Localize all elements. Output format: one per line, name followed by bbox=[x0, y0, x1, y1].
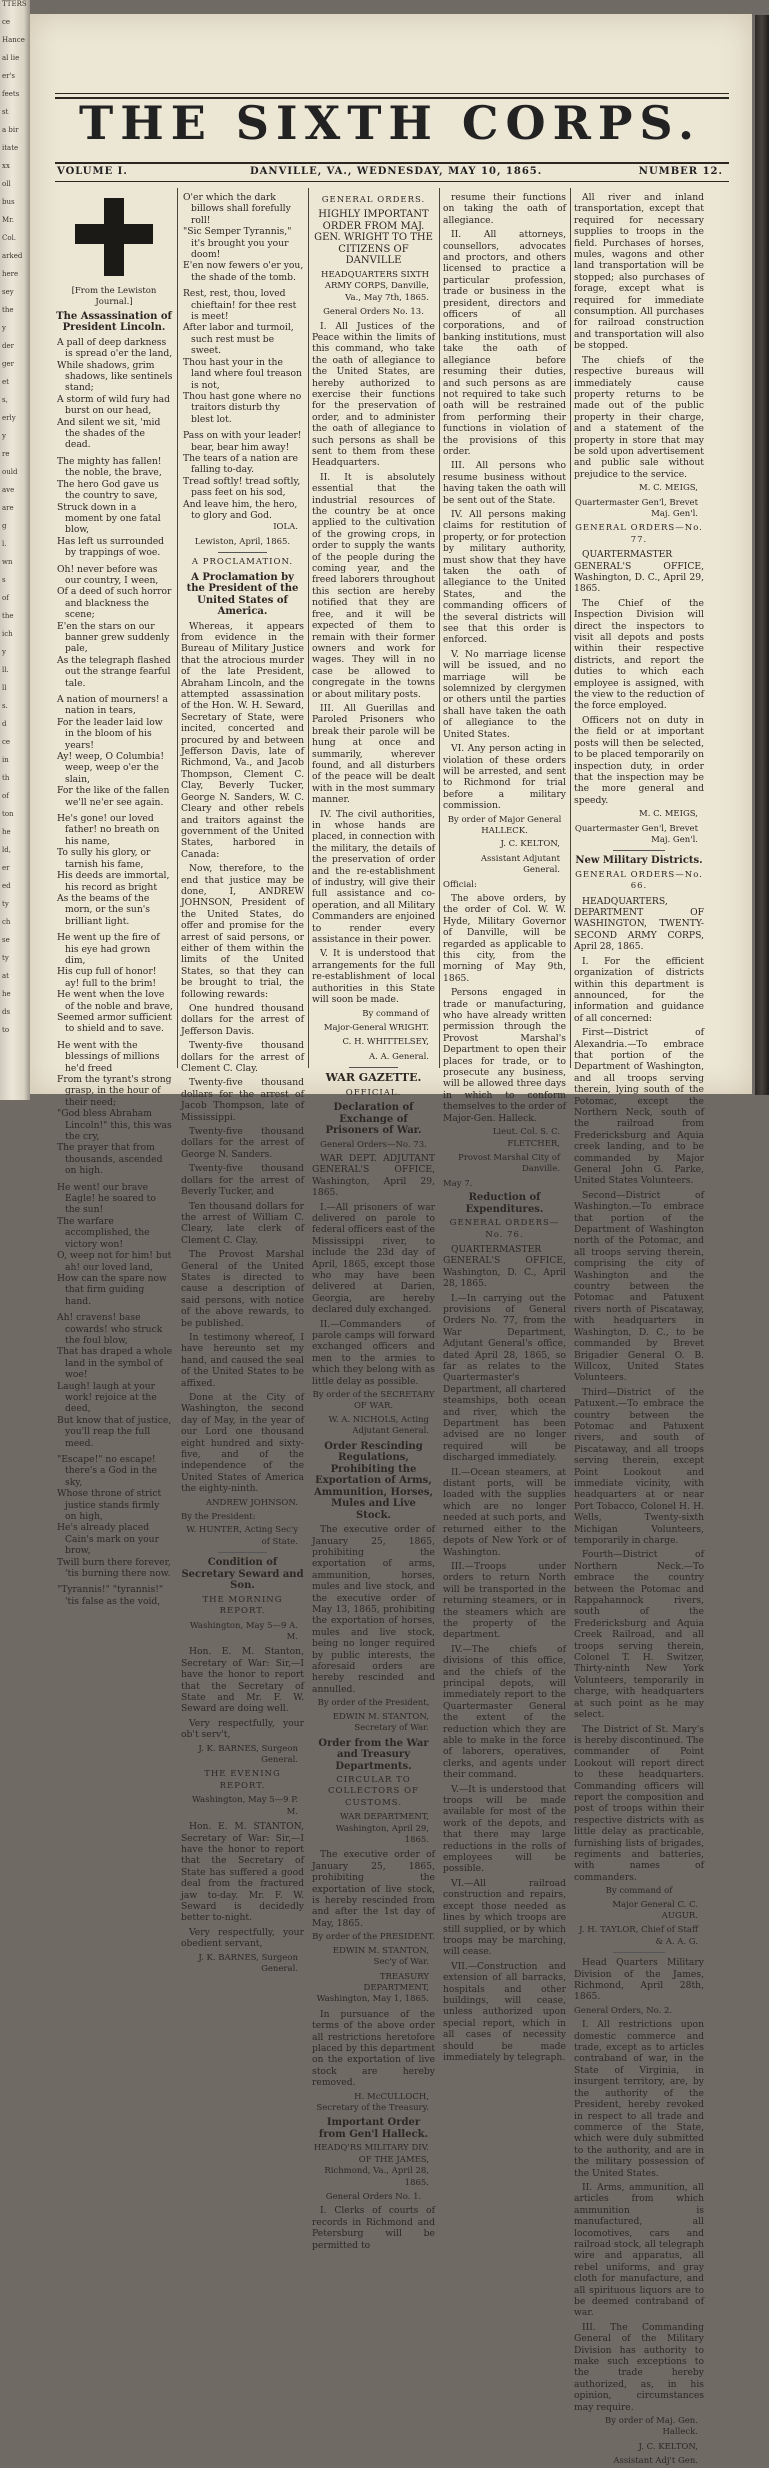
binding-fragment: are bbox=[2, 504, 14, 512]
treasury-by: By order of the PRESIDENT. bbox=[312, 1932, 435, 1943]
reduction-paragraph: IV.—The chiefs of divisions of this office, and the chiefs of the principal depots, will immediately report to the Quartermaster General the extent of the reduction which they are able to make in the force of laborers, operatives, clerks, and agents under their command. bbox=[443, 1643, 566, 1781]
poem-line: For the like of the fallen we'll ne'er see again. bbox=[57, 785, 170, 808]
column-5 bbox=[574, 192, 704, 2467]
proclamation-paragraph: In testimony whereof, I have hereunto set my hand, and caused the seal of the United States to be affixed. bbox=[181, 1331, 304, 1389]
general-orders-caption: GENERAL ORDERS. bbox=[321, 195, 426, 205]
poem-line: To sully his glory, or tarnish his fame, bbox=[57, 847, 151, 870]
poem-line: While shadows, grim shadows, like sentinels stand; bbox=[57, 359, 173, 394]
binding-fragment: y bbox=[2, 324, 6, 332]
binding-fragment: s, bbox=[2, 396, 8, 404]
column-divider bbox=[570, 188, 571, 1068]
poem-line: From the tyrant's strong grasp, in the hour of their need; bbox=[57, 1074, 172, 1108]
poem-line: O'er which the dark billows shall forefully roll! bbox=[183, 192, 291, 226]
binding-fragment: th bbox=[2, 774, 10, 782]
left-binding-edge bbox=[0, 0, 30, 1100]
binding-fragment: ds bbox=[2, 1008, 11, 1016]
proclamation-paragraph: Twenty-five thousand dollars for the arrest of George N. Sanders. bbox=[181, 1126, 304, 1160]
poem-line: As the telegraph flashed out the strange fearful tale. bbox=[57, 654, 171, 689]
augur-name: Major General C. C. AUGUR. bbox=[612, 1899, 698, 1921]
proclamation-paragraph: Whereas, it appears from evidence in the Bureau of Military Justice that the atrocious murder of the late President, Abraham Lincoln, and the attempted assassination of the Hon. W. H. Seward, Secretary of State, were incited, concerted and procured by and between Jefferson Davis, late of Richmond, Va., and Jacob Thompson, Clement C. Clay, Beverly Tucker, George N. Sanders, W. C. Cleary and other rebels and traitors against the government of the United States, harbored in Canada: bbox=[181, 620, 304, 860]
poem-line: Struck down in a moment by one fatal blow, bbox=[57, 501, 161, 536]
poem-line: Laugh! laugh at your work! rejoice at the deed, bbox=[57, 1380, 157, 1415]
proclamation-paragraph: The Provost Marshal General of the United States is directed to cause a description of said persons, with notice of the above rewards, to be published. bbox=[181, 1249, 304, 1329]
wright-signature: C. H. WHITTELSEY, bbox=[342, 1037, 429, 1048]
masthead-bottom-rule bbox=[55, 162, 729, 164]
kelton-title-2: Assistant Adj't Gen. bbox=[613, 2456, 698, 2467]
poem-line: Thou hast gone where no traitors disturb thy blest lot. bbox=[183, 390, 302, 425]
binding-fragment: al lie bbox=[2, 54, 20, 62]
qm-office: QUARTERMASTER GENERAL'S OFFICE, Washington, D. C., April 29, 1865. bbox=[574, 549, 704, 595]
proclamation-signature: ANDREW JOHNSON. bbox=[205, 1497, 298, 1508]
treasury-signature-2: H. McCULLOCH, Secretary of the Treasury. bbox=[316, 2091, 429, 2113]
binding-fragment: ll bbox=[2, 684, 7, 692]
poem-line: A nation of mourners! a nation in tears, bbox=[57, 694, 168, 717]
poem-line: Whose throne of strict justice stands firmly on high, bbox=[57, 1488, 162, 1523]
binding-fragment: here bbox=[2, 270, 19, 278]
binding-fragment: s bbox=[2, 576, 6, 584]
order-paragraph: III. The Commanding General of the Military Division has authority to make such exceptions to the trade hereby authorized, as, in his opinion, circumstances may require. bbox=[574, 2321, 704, 2413]
volume-label: VOLUME I. bbox=[57, 166, 128, 177]
proclamation-paragraph: Twenty-five thousand dollars for the arrest of Beverly Tucker, and bbox=[181, 1163, 304, 1198]
exchange-body bbox=[312, 1202, 435, 1388]
binding-fragment: the bbox=[2, 612, 14, 620]
masthead-top-rule bbox=[55, 93, 729, 94]
poem-line: Has left us surrounded by trappings of woe. bbox=[57, 535, 165, 559]
order-paragraph: IV. The civil authorities, in whose hands are placed, in connection with the military, the details of the preservation of order and the re-establishment of industry, will give their full assistance and co-operation, and all Military Commanders are enjoined to render every assistance in their power. bbox=[312, 808, 435, 946]
binding-fragment: re bbox=[2, 450, 10, 458]
reduction-paragraph: I.—In carrying out the provisions of General Orders No. 77, from the War Department, Adjutant General's office, dated April 28, 1865, so far as relates to the Quartermaster's Department, all chartered steamships, both ocean and river, which the Department has been advised are no longer required will be discharged immediately. bbox=[443, 1292, 566, 1464]
morning-report-signature: J. K. BARNES, Surgeon General. bbox=[198, 1743, 298, 1766]
poem-line: As the beams of the morn, or the sun's brilliant light. bbox=[57, 892, 150, 927]
order-paragraph: V. No marriage license will be issued, and no marriage will be solemnized by clergymen or others until the parties shall have taken the oath of allegiance to the United States. bbox=[443, 648, 566, 740]
exchange-heading: Declaration of Exchange of Prisoners of War. bbox=[325, 1102, 422, 1137]
poem-line: For the leader laid low in the bloom of his years! bbox=[57, 716, 163, 751]
rescind-signature: EDWIN M. STANTON, Secretary of War. bbox=[332, 1711, 429, 1734]
right-binding-edge bbox=[755, 15, 769, 1095]
poem-continued bbox=[181, 192, 304, 521]
reduction-paragraph: II.—Ocean steamers, at distant ports, will be loaded with the supplies which are no longer needed at such ports, and returned either to the depots of New York or of Washington. bbox=[443, 1466, 566, 1558]
exchange-paragraph: I.—All prisoners of war delivered on parole to federal officers east of the Mississippi river, to include the 23d day of April, 1865, except those who may have been delivered at Darien, Georgia, are hereby declared duly exchanged. bbox=[312, 1201, 435, 1316]
proclamation-paragraph: Twenty-five thousand dollars for the arrest of Jacob Thompson, late of Mississippi. bbox=[181, 1077, 304, 1123]
seward-heading: Condition of Secretary Seward and Son. bbox=[181, 1557, 304, 1592]
binding-fragment: Col. bbox=[2, 234, 17, 242]
district-paragraph: The District of St. Mary's is hereby discontinued. The commander of Point Lookout will report direct to these headquarters. Commanding officers will report the composition and post of troops within their respective districts with as little delay as practicable, furnishing lists of brigades, regiments and batteries, with names of commanders. bbox=[574, 1723, 704, 1883]
poem-line: A storm of wild fury had burst on our head, bbox=[57, 393, 171, 417]
morning-report-date: Washington, May 5—9 A. M. bbox=[189, 1620, 298, 1642]
column-divider bbox=[439, 188, 440, 1068]
binding-fragment: sey bbox=[2, 288, 14, 296]
reduction-continued bbox=[574, 192, 704, 480]
binding-fragment: ty bbox=[2, 900, 9, 908]
binding-fragment: ed bbox=[2, 882, 11, 890]
order-paragraph: The chiefs of the respective bureaus will immediately cause property returns to be made out of the public property in their charge, and a statement of the property in store that may be sold upon advertisement and public sale without prejudice to the service. bbox=[574, 354, 704, 480]
treasury-dept: TREASURY DEPARTMENT, Washington, May 1, 1865. bbox=[316, 1971, 429, 2005]
binding-fragment: the bbox=[2, 306, 14, 314]
binding-fragment: l. bbox=[2, 540, 7, 548]
halleck-order-continued bbox=[443, 192, 566, 812]
poem-line: Twill burn there forever, 'tis burning there now. bbox=[57, 1556, 171, 1580]
binding-fragment: oll bbox=[2, 180, 11, 188]
poem-line: And leave him, the hero, to glory and God. bbox=[183, 498, 298, 521]
poem-line: Of a deed of such horror and blackness the scene; bbox=[57, 586, 172, 621]
binding-fragment: of bbox=[2, 792, 9, 800]
binding-fragment: y bbox=[2, 432, 6, 440]
kelton-title: Assistant Adjutant General. bbox=[480, 853, 560, 876]
fletcher-title: Provost Marshal City of Danville. bbox=[458, 1152, 560, 1175]
binding-fragment: xx bbox=[2, 162, 10, 170]
wright-order-hq: HEADQUARTERS SIXTH ARMY CORPS, Danville, Va., May 7th, 1865. bbox=[321, 269, 429, 303]
section-rule bbox=[218, 1552, 267, 1553]
james-order: General Orders, No. 2. bbox=[574, 2005, 673, 2016]
binding-fragment: he bbox=[2, 828, 11, 836]
poem-line: Oh! never before was our country, I ween, bbox=[57, 563, 159, 586]
binding-fragment: d bbox=[2, 720, 7, 728]
qm-orders-caption: GENERAL ORDERS—No. 77. bbox=[575, 523, 703, 545]
poem-line: The hero God gave us the country to save, bbox=[57, 478, 159, 502]
binding-fragment: ave bbox=[2, 486, 15, 494]
halleck-order: General Orders No. 1. bbox=[325, 2192, 422, 2202]
districts-caption: GENERAL ORDERS—No. 66. bbox=[575, 869, 703, 892]
districts-body bbox=[574, 956, 704, 1884]
binding-fragment: ce bbox=[2, 738, 11, 746]
binding-fragment: bus bbox=[2, 198, 15, 206]
evening-report-text: Hon. E. M. STANTON, Secretary of War: Sir,—I have the honor to report that the Secretary of State has suffered a good deal from the fractured jaw to-day. Mr. F. W. Seward is decidedly better to-night. bbox=[181, 1821, 304, 1924]
section-rule bbox=[613, 1952, 665, 1953]
binding-fragment: s. bbox=[2, 702, 8, 710]
wright-order-heading: HIGHLY IMPORTANT ORDER FROM MAJ. GEN. WRIGHT TO THE CITIZENS OF DANVILLE bbox=[314, 209, 433, 267]
district-paragraph: I. For the efficient organization of districts within this department is announced, for the information and guidance of all concerned: bbox=[574, 955, 704, 1024]
binding-fragment: of bbox=[2, 594, 9, 602]
order-paragraph: II. All attorneys, counsellors, advocates and proctors, and others licensed to practice a particular profession, trade or business in the president, directors and officers of all corporations, and of banking institutions, must take the oath of allegiance before resuming their duties, and such persons as are not required to take such oath will be restrained from performing their functions in violation of the provisions of this order. bbox=[443, 229, 566, 457]
danville-traders: Persons engaged in trade or manufacturing, who have already written permission through the Provost Marshal's Department to open their places for trade, or to prosecute any business, will be allowed three days in which to conform themselves to the order of Major-Gen. Halleck. bbox=[443, 987, 566, 1124]
poem-line: He went! our brave Eagle! he soared to the sun! bbox=[57, 1181, 156, 1216]
column-3 bbox=[312, 192, 435, 2251]
reduction-date: QUARTERMASTER GENERAL'S OFFICE, Washington, D. C., April 28, 1865. bbox=[443, 1243, 566, 1290]
qm-text-2: Officers not on duty in the field or at important posts will then be selected, to be placed temporarily on inspection duty, in order that the inspection may be the more general and speedy. bbox=[574, 714, 704, 806]
proclamation-by: By the President: bbox=[181, 1512, 256, 1523]
binding-fragment: itate bbox=[2, 144, 19, 152]
binding-fragment: ce bbox=[2, 18, 11, 26]
treasury-heading: Order from the War and Treasury Departments. bbox=[318, 1737, 429, 1772]
binding-fragment: ch bbox=[2, 918, 11, 926]
proclamation-paragraph: Done at the City of Washington, the second day of May, in the year of our Lord one thousand eight hundred and sixty-five, and of the independence of the United States of America the eighty-ninth. bbox=[181, 1392, 304, 1495]
rescind-by: By order of the President, bbox=[317, 1698, 430, 1709]
exchange-signature: W. A. NICHOLS, Acting Adjutant General. bbox=[328, 1414, 429, 1437]
column-divider bbox=[308, 188, 309, 1068]
poem-line: "Escape!" no escape! there's a God in the sky, bbox=[57, 1454, 157, 1488]
binding-fragment: ll. bbox=[2, 666, 9, 674]
poem-source: [From the Lewiston Journal.] bbox=[71, 286, 157, 308]
district-paragraph: Third—District of the Patuxent.—To embrace the country between the Potomac and Patuxent rivers, and south of Piscataway, and all troops serving therein, except Point Lookout and immediate vicinity, with headquarters at or near Port Tobacco, Colonel H. H. Wells, Twenty-sixth Michigan Volunteers, temporarily in charge. bbox=[574, 1386, 704, 1546]
binding-fragment: erly bbox=[2, 414, 16, 422]
poem-line: His deeds are immortal, his record as bright bbox=[57, 870, 170, 893]
official-label: Official: bbox=[443, 879, 477, 890]
column-4 bbox=[443, 192, 566, 2063]
may-date: May 7. bbox=[443, 1178, 473, 1189]
districts-hq: HEADQUARTERS, DEPARTMENT OF WASHINGTON, TWENTY-SECOND ARMY CORPS, April 28, 1865. bbox=[574, 895, 704, 953]
binding-fragment: he bbox=[2, 990, 11, 998]
poem-line: Pass on with your leader! bear, bear him away! bbox=[183, 430, 302, 453]
binding-fragment: at bbox=[2, 972, 9, 980]
exchange-order: General Orders—No. 73. bbox=[320, 1139, 427, 1150]
meigs-signature: M. C. MEIGS, bbox=[639, 483, 698, 494]
binding-fragment: ich bbox=[2, 630, 13, 638]
poem-line: A pall of deep darkness is spread o'er the land, bbox=[57, 336, 173, 360]
exchange-by: By order of the SECRETARY OF WAR. bbox=[312, 1390, 435, 1412]
binding-text-fragments bbox=[0, 0, 30, 1034]
binding-fragment: TTERS bbox=[2, 0, 27, 8]
poem-line: "God bless Abraham Lincoln!" this, this was the cry, bbox=[57, 1108, 172, 1143]
district-paragraph: First—District of Alexandria.—To embrace that portion of the Department of Washington, and all troops serving therein, lying south of the Potomac, except the Northern Neck, south of the railroad from Fredericksburg and Aquia creek landing, and to be commanded by Major General John G. Parke, United States Volunteers. bbox=[574, 1027, 704, 1187]
poem-line: Seemed armor sufficient to shield and to save. bbox=[57, 1011, 172, 1035]
district-paragraph: Second—District of Washington.—To embrace that portion of the Department of Washington north of the Potomac, and all troops serving therein, comprising the city of Washington and the country between the Potomac and Patuxent rivers north of Piscataway, with headquarters in Washington, D. C., to be commanded by Brevet Brigadier General O. B. Willcox, United States Volunteers. bbox=[574, 1189, 704, 1384]
proclamation-heading: A Proclamation by the President of the United States of America. bbox=[186, 571, 299, 618]
halleck-hq: HEADQ'RS MILITARY DIV. OF THE JAMES, Richmond, Va., April 28, 1865. bbox=[313, 2143, 429, 2188]
poem-place: Lewiston, April, 1865. bbox=[194, 536, 291, 547]
rescind-text: The executive order of January 25, 1865, prohibiting the exportation of arms, ammunition, horses, mules and live stock, and the executive order of May 13, 1865, prohibiting the exportation of horses, mules and live stock, being no longer required by public interests, the aforesaid orders are hereby rescinded and annulled. bbox=[312, 1524, 435, 1695]
section-rule bbox=[218, 552, 267, 553]
column-2 bbox=[181, 192, 304, 1974]
poem-line: "Tyrannis!" "tyrannis!" 'tis false as the void, bbox=[57, 1584, 164, 1607]
poem-line: After labor and turmoil, such rest must be sweet. bbox=[183, 322, 294, 357]
binding-fragment: y bbox=[2, 648, 6, 656]
poem-line: O, weep not for him! but ah! our loved land, bbox=[57, 1250, 172, 1273]
poem-heading: The Assassination of President Lincoln. bbox=[56, 310, 172, 334]
order-paragraph: III. All persons who resume business without having taken the oath will be sent out of the State. bbox=[443, 460, 566, 506]
poem-line: He's gone! our loved father! no breath on his name, bbox=[57, 813, 160, 847]
treasury-text: The executive order of January 25, 1865, prohibiting the exportation of live stock, is hereby rescinded from and after the 1st day of May, 1865. bbox=[312, 1849, 435, 1929]
proclamation-caption: A PROCLAMATION. bbox=[191, 557, 294, 568]
morning-report-caption: THE MORNING REPORT. bbox=[202, 1594, 283, 1617]
order-paragraph: III. All Guerillas and Paroled Prisoners who break their parole will be hung at once and summarily, wherever found, and all disturbers of the peace will be dealt with in the most summary manner. bbox=[312, 702, 435, 806]
section-rule bbox=[613, 850, 665, 851]
proclamation-paragraph: Twenty-five thousand dollars for the arrest of Clement C. Clay. bbox=[181, 1040, 304, 1075]
poem-line: And silent we sit, 'mid the shades of the dead. bbox=[57, 416, 161, 451]
meigs-signature-2: M. C. MEIGS, bbox=[639, 809, 698, 820]
poem-line: Ah! cravens! base cowards! who struck the foul blow, bbox=[57, 1312, 163, 1346]
poem-line: He's already placed Cain's mark on your brow, bbox=[57, 1522, 159, 1557]
binding-fragment: ton bbox=[2, 810, 14, 818]
binding-fragment: in bbox=[2, 756, 9, 764]
wright-order-body bbox=[312, 321, 435, 1006]
rescind-heading: Order Rescinding Regulations, Prohibiting the Exportation of Arms, Ammunition, Horses, Mules and Live Stock. bbox=[313, 1440, 434, 1521]
proclamation-secretary: W. HUNTER, Acting Sec'y of State. bbox=[186, 1525, 298, 1547]
meigs-title: Quartermaster Gen'l, Brevet Maj. Gen'l. bbox=[574, 497, 698, 519]
poem-line: Rest, rest, thou, loved chieftain! for thee rest is meet! bbox=[183, 288, 297, 323]
order-paragraph: resume their functions on taking the oath of allegiance. bbox=[443, 192, 566, 226]
poem-signature: IOLA. bbox=[273, 522, 298, 533]
poem-line: Ay! weep, O Columbia! weep, weep o'er the slain, bbox=[57, 751, 165, 785]
official-caption: OFFICIAL. bbox=[345, 1087, 402, 1098]
dateline bbox=[55, 166, 725, 180]
qm-text-1: The Chief of the Inspection Division will direct the inspectors to visit all depots and posts within their respective districts, and report the duties to which each employee is assigned, with the view to the reduction of the force employed. bbox=[574, 597, 704, 712]
morning-report-text: Hon. E. M. Stanton, Secretary of War: Sir,—I have the honor to report that the Secretary of State and Mr. F. W. Seward are doing well. bbox=[181, 1646, 304, 1715]
binding-fragment: feets bbox=[2, 90, 20, 98]
war-gazette-heading: WAR GAZETTE. bbox=[325, 1071, 422, 1085]
newspaper-title: THE SIXTH CORPS. bbox=[79, 96, 701, 150]
poem-line: His cup full of honor! ay! full to the brim! bbox=[57, 966, 157, 989]
danville-application: The above orders, by the order of Col. W. W. Hyde, Military Governor of Danville, will be regarded as applicable to this city, from the morning of May 9th, 1865. bbox=[443, 892, 566, 984]
morning-report-close: Very respectfully, your ob't serv't, bbox=[181, 1717, 304, 1741]
proclamation-paragraph: Now, therefore, to the end that justice may be done, I, ANDREW JOHNSON, President of the United States, do offer and promise for the arrest of said persons, or either of them within the limits of the United States, so that they can be brought to trial, the following rewards: bbox=[181, 863, 304, 1000]
james-hq: Head Quarters Military Division of the James, Richmond, April 28th, 1865. bbox=[574, 1957, 704, 2003]
poem-line: The prayer that from thousands, ascended on high. bbox=[57, 1142, 163, 1177]
binding-fragment: er's bbox=[2, 72, 16, 80]
district-paragraph: Fourth—District of Northern Neck.—To embrace the country between the Potomac and Rappahannock rivers, south of the Fredericksburg and Aquia Creek Railroad, and all troops serving therein, Colonel T. H. Switzer, Thirty-ninth New York Volunteers, temporarily in charge, with headquarters at such point as he may select. bbox=[574, 1549, 704, 1721]
binding-fragment: st bbox=[2, 108, 9, 116]
poem-line: The mighty has fallen! the noble, the brave, bbox=[57, 455, 162, 479]
binding-fragment: ld, bbox=[2, 846, 11, 854]
binding-fragment: Mr. bbox=[2, 216, 14, 224]
binding-fragment: arked bbox=[2, 252, 23, 260]
poem-line: E'en now fewers o'er you, the shade of the tomb. bbox=[183, 260, 304, 283]
order-paragraph: I. All Justices of the Peace within the limits of this command, who take the oath of allegiance to the United States, are hereby authorized to exercise their functions for the preservation of order, and to administer the oath of allegiance to such persons as shall be sent to them from these Headquarters. bbox=[312, 320, 435, 469]
wright-order-number: General Orders No. 13. bbox=[323, 307, 424, 318]
reduction-heading: Reduction of Expenditures. bbox=[465, 1192, 544, 1215]
binding-fragment: a bir bbox=[2, 126, 19, 134]
order-paragraph: I. All restrictions upon domestic commerce and trade, except as to articles contraband of war, in the State of Virginia, in insurgent territory, are, by the authority of the President, hereby revoked in respect to all trade and commerce of the State, which were duly submitted to the authority, and are in the military possession of the United States. bbox=[574, 2019, 704, 2179]
poem-line: He went with the blessings of millions he'd freed bbox=[57, 1039, 160, 1074]
column-divider bbox=[177, 188, 178, 1068]
evening-report-close: Very respectfully, your obedient servant, bbox=[181, 1926, 304, 1950]
binding-fragment: er bbox=[2, 864, 10, 872]
dateline-rule bbox=[55, 181, 729, 182]
poem-line: "Sic Semper Tyrannis," it's brought you your doom! bbox=[183, 226, 292, 261]
taylor-signature: J. H. TAYLOR, Chief of Staff & A. A. G. bbox=[579, 1925, 698, 1947]
poem-body bbox=[55, 337, 173, 1607]
binding-fragment: et bbox=[2, 378, 9, 386]
binding-fragment: wn bbox=[2, 558, 13, 566]
districts-heading: New Military Districts. bbox=[575, 855, 703, 867]
binding-fragment: g bbox=[2, 522, 7, 530]
binding-fragment: Hance bbox=[2, 36, 25, 44]
reduction-caption: GENERAL ORDERS—No. 76. bbox=[449, 1218, 560, 1240]
treasury-caption: CIRCULAR TO COLLECTORS OF CUSTOMS. bbox=[328, 1775, 419, 1808]
james-by-order: By order of Maj. Gen. Halleck. bbox=[605, 2416, 698, 2438]
order-paragraph: VI. Any person acting in violation of these orders will be arrested, and sent to Richmond for trial before a military commission. bbox=[443, 743, 566, 812]
binding-fragment: ger bbox=[2, 360, 14, 368]
reduction-paragraph: VII.—Construction and extension of all barracks, hospitals and other buildings, will cease, unless authorized upon special report, which in all cases of necessity should be made immediately by telegraph. bbox=[443, 1960, 566, 2063]
section-rule bbox=[349, 1067, 398, 1068]
binding-fragment: ty bbox=[2, 954, 9, 962]
binding-fragment: se bbox=[2, 936, 10, 944]
reduction-paragraph: III.—Troops under orders to return North will be transported in the returning steamers, or in the steamers which are the property of the department. bbox=[443, 1560, 566, 1641]
halleck-text: I. Clerks of courts of records in Richmond and Petersburg will be permitted to bbox=[312, 2205, 435, 2251]
mourning-cross-icon bbox=[75, 198, 153, 276]
order-paragraph: All river and inland transportation, except that required for necessary supplies to troops in the field. Purchases of horses, mules, wagons and other land transportation will be stopped; also purchases of forage, except what is required for immediate consumption. All purchases for railroad construction and transportation will also be stopped. bbox=[574, 192, 704, 352]
poem-line: That has draped a whole land in the symbol of woe! bbox=[57, 1346, 173, 1381]
proclamation-paragraph: One hundred thousand dollars for the arrest of Jefferson Davis. bbox=[181, 1003, 304, 1037]
poem-line: Tread softly! tread softly, pass feet on his sod, bbox=[183, 475, 301, 499]
james-order-body bbox=[574, 2019, 704, 2413]
treasury-date: WAR DEPARTMENT, Washington, April 29, 1865. bbox=[335, 1812, 429, 1846]
reduction-paragraph: VI.—All railroad construction and repairs, except those needed as lines by which troops are still supplied, or by which troops may be marching, will cease. bbox=[443, 1877, 566, 1958]
binding-fragment: ould bbox=[2, 468, 18, 476]
kelton-signature: J. C. KELTON, bbox=[500, 839, 560, 850]
order-paragraph: V. It is understood that arrangements for the full re-establishment of local authorities in this State will soon be made. bbox=[312, 948, 435, 1006]
evening-report-signature: J. K. BARNES, Surgeon General. bbox=[198, 1952, 298, 1974]
binding-fragment: der bbox=[2, 342, 14, 350]
poem-line: The warfare accomplished, the victory won! bbox=[57, 1215, 150, 1250]
proclamation-paragraph: Ten thousand dollars for the arrest of William C. Cleary, late clerk of Clement C. Clay. bbox=[181, 1200, 304, 1246]
poem-line: But know that of justice, you'll reap the full meed. bbox=[57, 1414, 172, 1449]
evening-report-date: Washington, May 5—9 P. M. bbox=[192, 1795, 298, 1817]
poem-line: He went up the fire of his eye had grown dim, bbox=[57, 932, 160, 966]
reduction-body bbox=[443, 1293, 566, 2064]
treasury-text-2: In pursuance of the terms of the above order all restrictions heretofore placed by this department on the exportation of live stock are hereby removed. bbox=[312, 2008, 435, 2089]
halleck-heading: Important Order from Gen'l Halleck. bbox=[318, 2117, 429, 2140]
column-1 bbox=[55, 192, 173, 1607]
wright-signature-title: A. A. General. bbox=[369, 1051, 429, 1062]
exchange-paragraph: II.—Commanders of parole camps will forward exchanged officers and men to the armies to which they belong with as little delay as possible. bbox=[312, 1318, 435, 1387]
place-date: DANVILLE, VA., WEDNESDAY, MAY 10, 1865. bbox=[250, 166, 543, 177]
districts-by: By command of bbox=[605, 1886, 673, 1897]
poem-line: How can the spare now that firm guiding hand. bbox=[57, 1272, 167, 1307]
treasury-signature: EDWIN M. STANTON, Sec'y of War. bbox=[332, 1945, 429, 1968]
halleck-by-order: By order of Major General HALLECK. bbox=[447, 814, 562, 836]
poem-line: He went when the love of the noble and brave, bbox=[57, 989, 173, 1012]
order-paragraph: II. Arms, ammunition, all articles from which ammunition is manufactured, all locomotives, cars and railroad stock, all telegraph wire and apparatus, all rebel uniforms, and gray cloth for manufacture, and all spirituous liquors are to be deemed contraband of war. bbox=[574, 2181, 704, 2319]
proclamation-body bbox=[181, 621, 304, 1495]
binding-fragment: to bbox=[2, 1026, 10, 1034]
wright-by-command: By command of bbox=[362, 1008, 429, 1019]
evening-report-caption: THE EVENING REPORT. bbox=[204, 1769, 281, 1791]
fletcher-signature: Lieut. Col. S. C. FLETCHER, bbox=[492, 1127, 560, 1149]
meigs-title-2: Quartermaster Gen'l, Brevet Maj. Gen'l. bbox=[574, 823, 698, 845]
reduction-paragraph: V.—It is understood that troops will be made available for most of the work of the depots, and that there may large reductions in the rolls of employees will be possible. bbox=[443, 1783, 566, 1875]
wright-general: Major-General WRIGHT. bbox=[323, 1022, 429, 1033]
kelton-signature-2: J. C. KELTON, bbox=[638, 2441, 698, 2452]
exchange-date: WAR DEPT. ADJUTANT GENERAL'S OFFICE, Washington, April 29, 1865. bbox=[312, 1152, 435, 1199]
poem-line: Thou hast your in the land where foul treason is not, bbox=[183, 356, 302, 391]
poem-line: E'en the stars on our banner grew suddenly pale, bbox=[57, 620, 170, 655]
issue-number: NUMBER 12. bbox=[638, 166, 723, 177]
order-paragraph: II. It is absolutely essential that the industrial resources of the country be at once applied to the cultivation of the growing crops, in order to supply the wants of the people during the coming year, and the freed laborers throughout this section are hereby notified that they are free, and it will be expected of them to remain with their former owners and work for wages. They will in no case be allowed to congregate in the towns or about military posts. bbox=[312, 471, 435, 700]
poem-line: The tears of a nation are falling to-day. bbox=[183, 452, 298, 476]
order-paragraph: IV. All persons making claims for restitution of property, or for protection by military authority, must show that they have taken the oath of allegiance to the United States, and the commanding officers of the several districts will see that this order is enforced. bbox=[443, 508, 566, 646]
